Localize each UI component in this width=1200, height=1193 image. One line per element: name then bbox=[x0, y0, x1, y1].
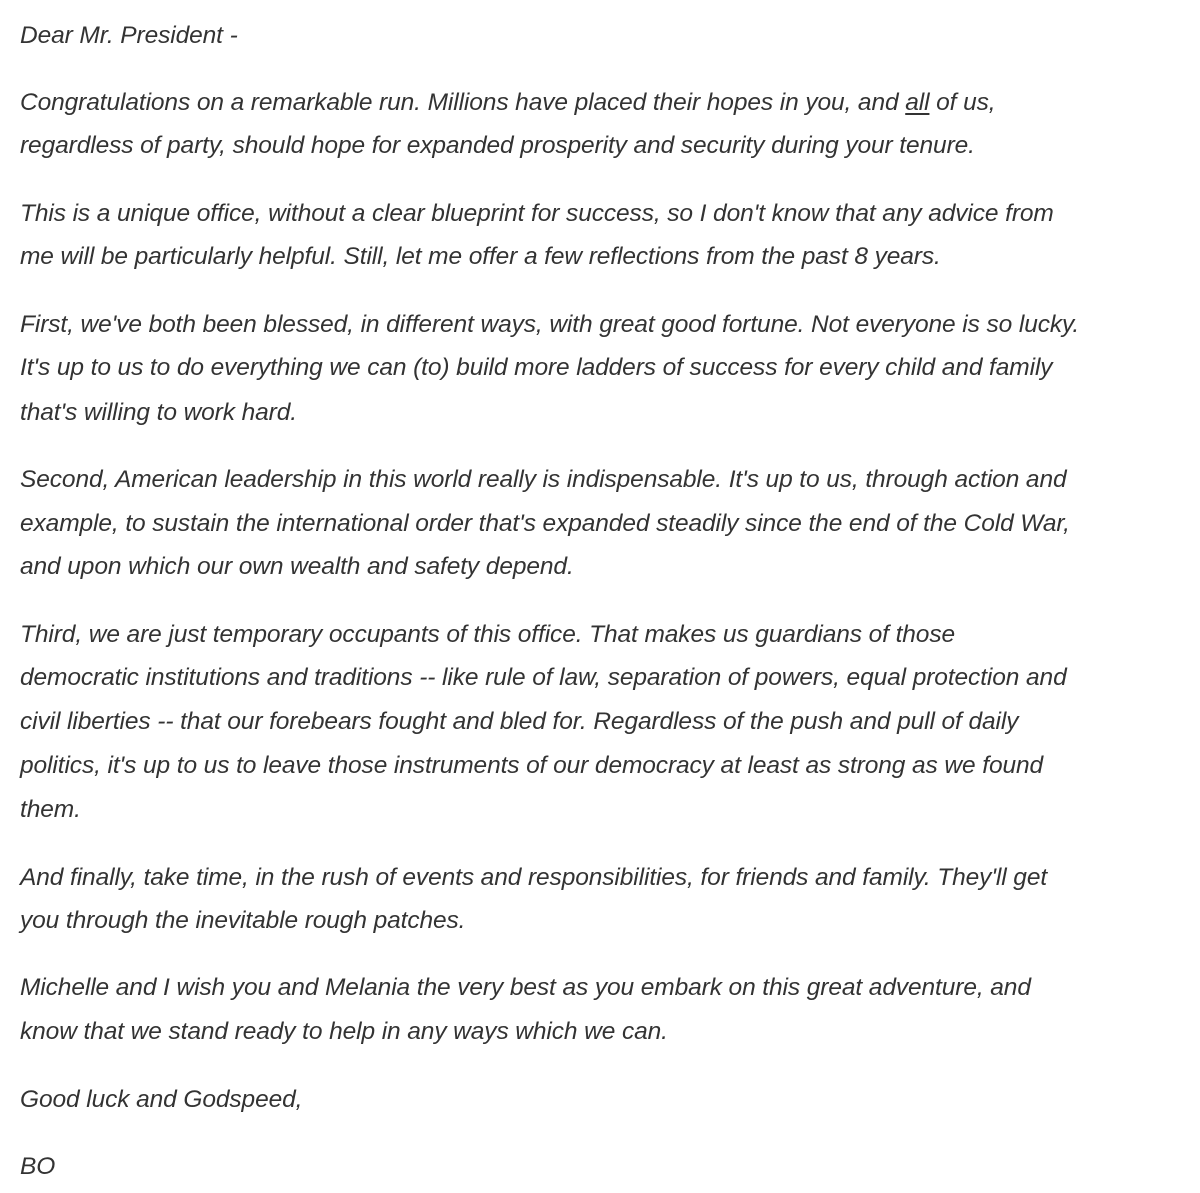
closing: Good luck and Godspeed, bbox=[20, 1086, 303, 1113]
paragraph-4-line-1: Second, American leadership in this world really is indispensable. It's up to us, through action and bbox=[20, 466, 1067, 493]
paragraph-5-line-4: politics, it's up to us to leave those instruments of our democracy at least as strong as we found bbox=[20, 752, 1044, 779]
salutation: Dear Mr. President - bbox=[20, 22, 238, 49]
paragraph-1-line-1 bbox=[20, 88, 995, 118]
paragraph-1-text-b: of us, bbox=[929, 89, 996, 116]
paragraph-2-line-1: This is a unique office, without a clear blueprint for success, so I don't know that any advice from bbox=[20, 200, 1054, 227]
paragraph-4-line-3: and upon which our own wealth and safety depend. bbox=[20, 553, 574, 580]
paragraph-7-line-1: Michelle and I wish you and Melania the very best as you embark on this great adventure, and bbox=[20, 974, 1031, 1001]
paragraph-5-line-5: them. bbox=[20, 796, 81, 823]
paragraph-7-line-2: know that we stand ready to help in any ways which we can. bbox=[20, 1018, 668, 1045]
paragraph-6-line-1: And finally, take time, in the rush of events and responsibilities, for friends and family. They'll get bbox=[20, 864, 1048, 891]
paragraph-3-line-2: It's up to us to do everything we can (to) build more ladders of success for every child and family bbox=[20, 354, 1053, 381]
paragraph-1-line-2: regardless of party, should hope for expanded prosperity and security during your tenure. bbox=[20, 132, 975, 159]
paragraph-4-line-2: example, to sustain the international order that's expanded steadily since the end of the Cold War, bbox=[20, 510, 1070, 537]
paragraph-5-line-2: democratic institutions and traditions -- like rule of law, separation of powers, equal protection and bbox=[20, 664, 1067, 691]
paragraph-5-line-1: Third, we are just temporary occupants of this office. That makes us guardians of those bbox=[20, 621, 956, 648]
paragraph-5-line-3: civil liberties -- that our forebears fought and bled for. Regardless of the push and pull of daily bbox=[20, 708, 1019, 735]
paragraph-1-text-a: Congratulations on a remarkable run. Millions have placed their hopes in you, and bbox=[20, 89, 906, 116]
underlined-word-all: all bbox=[905, 89, 930, 116]
paragraph-6-line-2: you through the inevitable rough patches. bbox=[20, 907, 466, 934]
signature: BO bbox=[20, 1153, 56, 1180]
paragraph-2-line-2: me will be particularly helpful. Still, let me offer a few reflections from the past 8 years. bbox=[20, 243, 941, 270]
paragraph-3-line-1: First, we've both been blessed, in different ways, with great good fortune. Not everyone is so lucky. bbox=[20, 311, 1080, 338]
paragraph-3-line-3: that's willing to work hard. bbox=[20, 399, 297, 426]
